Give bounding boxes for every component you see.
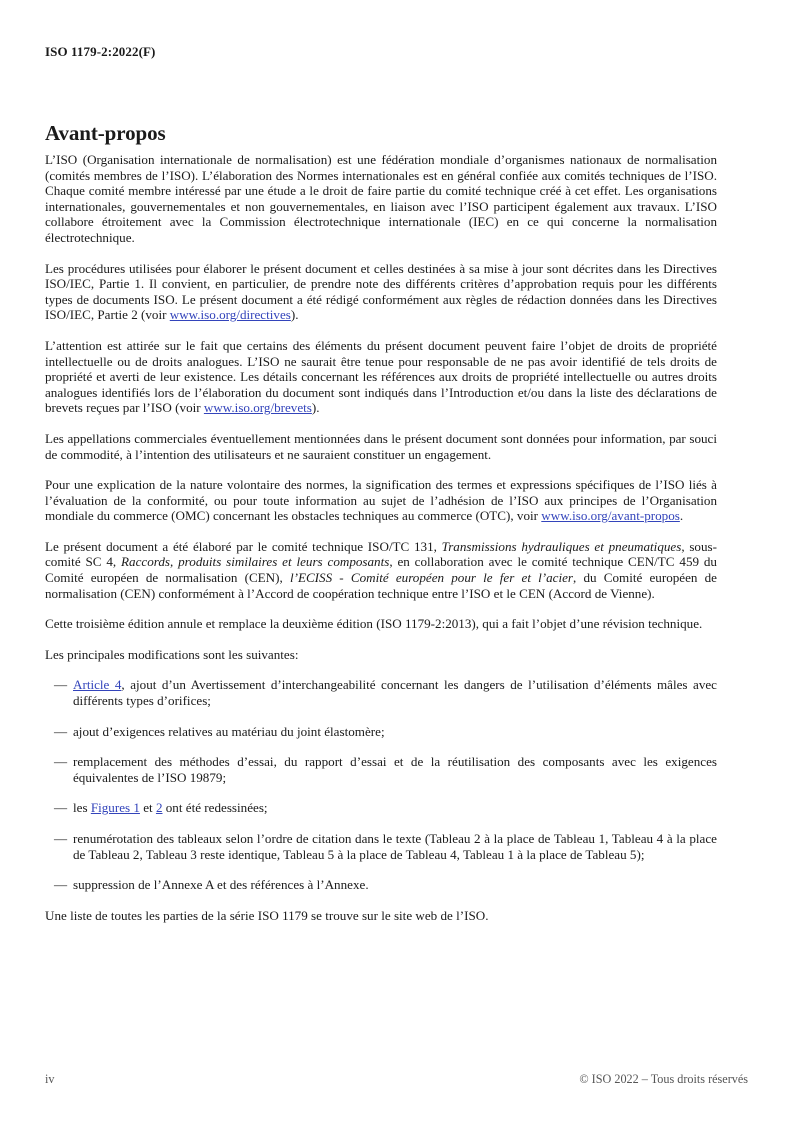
committee-text-2: , sous-comité SC 4, xyxy=(45,538,717,570)
paragraph-voluntary-nature-tail: . xyxy=(679,508,684,524)
dash-marker-icon: — xyxy=(54,723,68,739)
paragraph-patent-rights-text: L’attention est attirée sur le fait que certains des éléments du présent document peuvent faire l’objet de droits de propriété intellectuelle ou de droits analogues. L’ISO ne saurait être tenue pour responsable de ne pas avoir identifié de tels droits de propriété et averti de leur existence. Les détails concernant les références aux droits de propriété intellectuelle ou autres droits analogues identifiés lors de l’élaboration du document sont indiqués dans l’Introduction et/ou dans la liste des déclarations de brevets reçues par l’ISO (voir xyxy=(45,337,717,416)
list-item xyxy=(45,724,717,740)
list-item-text-post: ont été redessinées; xyxy=(162,800,268,816)
committee-text-1: Le présent document a été élaboré par le comité technique ISO/TC 131, xyxy=(45,538,442,554)
page-number: iv xyxy=(45,1072,55,1086)
paragraph-voluntary-nature-text: Pour une explication de la nature volontaire des normes, la signification des termes et expressions spécifiques de l’ISO liés à l’évaluation de la conformité, ou pour toute information au sujet de l’adhésion de l’ISO aux principes de l’Organisation mondiale du commerce (OMC) concernant les obstacles techniques au commerce (OTC), voir xyxy=(45,477,717,524)
list-item xyxy=(45,831,717,862)
link-figure-2[interactable]: 2 xyxy=(155,800,163,816)
paragraph-third-edition: Cette troisième édition annule et remplace la deuxième édition (ISO 1179-2:2013), qui a fait l’objet d’une révision technique. xyxy=(45,616,703,632)
paragraph-changes-lead-in: Les principales modifications sont les suivantes: xyxy=(45,646,299,662)
paragraph-procedures-tail: ). xyxy=(290,307,299,323)
dash-marker-icon: — xyxy=(54,754,68,770)
list-item-text-mid: et xyxy=(139,800,156,816)
dash-marker-icon: — xyxy=(54,677,68,693)
dash-marker-icon: — xyxy=(54,877,68,893)
document-body xyxy=(45,152,717,923)
document-reference: ISO 1179-2:2022(F) xyxy=(45,44,156,59)
list-item xyxy=(45,800,717,816)
list-item xyxy=(45,754,717,785)
changes-list xyxy=(45,677,717,892)
link-iso-directives[interactable]: www.iso.org/directives xyxy=(169,307,291,323)
copyright-notice: © ISO 2022 – Tous droits réservés xyxy=(579,1072,748,1086)
paragraph-trade-names: Les appellations commerciales éventuellement mentionnées dans le présent document sont données pour information, par souci de commodité, à l’intention des utilisateurs et ne sauraient constituer un engagement. xyxy=(45,430,717,462)
paragraph-patent-rights xyxy=(45,338,717,416)
page-footer xyxy=(45,1072,748,1087)
list-item xyxy=(45,677,717,708)
paragraph-patent-rights-tail: ). xyxy=(311,400,320,416)
list-item-text-pre: les xyxy=(73,800,91,816)
committee-title-sc4: Raccords, produits similaires et leurs composants xyxy=(121,554,390,570)
paragraph-committee xyxy=(45,539,717,601)
list-item-text: , ajout d’un Avertissement d’interchangeabilité concernant les dangers de l’utilisation d’éléments mâles avec différents types d’orifices; xyxy=(73,677,717,709)
committee-title-tc131: Transmissions hydrauliques et pneumatiques xyxy=(441,538,682,554)
list-item-text: suppression de l’Annexe A et des références à l’Annexe. xyxy=(73,877,369,893)
committee-text-3: , en collaboration avec le comité technique CEN/TC 459 du Comité européen de normalisation (CEN), xyxy=(45,554,717,586)
list-item xyxy=(45,877,717,893)
list-item-text: ajout d’exigences relatives au matériau du joint élastomère; xyxy=(73,723,385,739)
committee-title-eciss: l’ECISS - Comité européen pour le fer et l’acier xyxy=(289,570,574,586)
page-title: Avant-propos xyxy=(45,121,166,146)
link-iso-brevets[interactable]: www.iso.org/brevets xyxy=(203,400,312,416)
dash-marker-icon: — xyxy=(54,831,68,846)
link-article-4[interactable]: Article 4 xyxy=(73,677,122,693)
list-item-text: renumérotation des tableaux selon l’ordre de citation dans le texte (Tableau 2 à la place de Tableau 1, Tableau 4 à la place de Tableau 2, Tableau 3 reste identique, Tableau 5 à la place de Tableau 4, Tableau 1 à la place de Tableau 5); xyxy=(73,831,717,862)
dash-marker-icon: — xyxy=(54,800,68,816)
paragraph-voluntary-nature xyxy=(45,477,717,524)
paragraph-procedures-text: Les procédures utilisées pour élaborer le présent document et celles destinées à sa mise à jour sont décrites dans les Directives ISO/IEC, Partie 1. Il convient, en particulier, de prendre note des différents critères d’approbation requis pour les différents types de documents ISO. Le présent document a été rédigé conformément aux règles de rédaction données dans les Directives ISO/IEC, Partie 2 (voir xyxy=(45,260,717,323)
link-iso-avant-propos[interactable]: www.iso.org/avant-propos xyxy=(541,508,680,524)
committee-text-4: , du Comité européen de normalisation (CEN) conformément à l’Accord de coopération technique entre l’ISO et le CEN (Accord de Vienne). xyxy=(45,570,717,601)
paragraph-iso-definition: L’ISO (Organisation internationale de normalisation) est une fédération mondiale d’organismes nationaux de normalisation (comités membres de l’ISO). L’élaboration des Normes internationales est en général confiée aux comités techniques de l’ISO. Chaque comité membre intéressé par une étude a le droit de faire partie du comité technique créé à cet effet. Les organisations internationales, gouvernementales et non gouvernementales, en liaison avec l’ISO participent également aux travaux. L’ISO collabore étroitement avec la Commission électrotechnique internationale (IEC) en ce qui concerne la normalisation électrotechnique. xyxy=(45,152,717,245)
paragraph-series-list: Une liste de toutes les parties de la série ISO 1179 se trouve sur le site web de l’ISO. xyxy=(45,907,489,923)
paragraph-procedures xyxy=(45,261,717,323)
list-item-text: remplacement des méthodes d’essai, du rapport d’essai et de la réutilisation des composants avec les exigences équivalentes de l’ISO 19879; xyxy=(73,754,717,785)
link-figures-1[interactable]: Figures 1 xyxy=(90,800,140,816)
